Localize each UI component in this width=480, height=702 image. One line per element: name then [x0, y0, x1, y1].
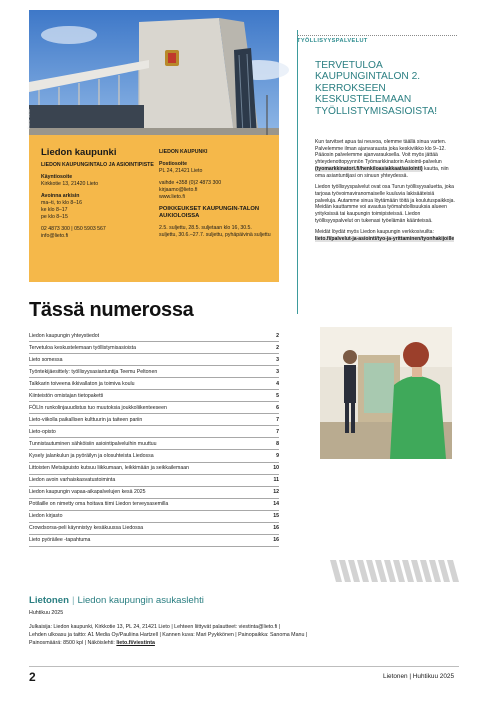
contact-line: LIEDON KAUPUNGINTALO JA ASIOINTIPISTE	[41, 162, 154, 168]
contact-line: www.lieto.fi	[159, 194, 185, 200]
toc-item-page: 3	[276, 356, 279, 363]
contact-line: Avoinna arkisin	[41, 193, 80, 199]
toc-item[interactable]	[29, 438, 279, 450]
toc-item-title: Lieto pyöräilee -tapahtuma	[29, 537, 91, 544]
toc-item-page: 2	[276, 344, 279, 351]
contact-line: info@lieto.fi	[41, 233, 69, 239]
magazine-name: Lietonen	[29, 595, 69, 606]
article-paragraph-2: Liedon työllisyyspalvelut ovat osa Turun työllisyysaluetta, joka tarjoaa työvoimaviranomaiselle kuuluvia lakisääteisiä palveluja. Autamme sinua löytämään töitä ja koulutuspaikkoja. Meidän kauttamme voi avautua työmahdollisuuksia alueen yrityksissä tai kaupungin toimipisteissä. Liedon työllisyyspalvelut on tukenasi työelämän käänteissä.	[315, 184, 455, 224]
toc-item[interactable]	[29, 378, 279, 390]
toc-item-page: 8	[276, 440, 279, 447]
masthead-title	[29, 595, 459, 606]
article-body	[315, 139, 455, 248]
toc-item-title: Liedon kaupungin vapaa-aikapalvelujen kesä 2025	[29, 489, 146, 496]
toc-item[interactable]	[29, 342, 279, 354]
colophon-line-2: Lehden ulkoasu ja taitto: A1 Media Oy/Pauliina Hartzell | Kannen kuva: Mari Pyykkönen | Painopaikka: Sanoma Manu |	[29, 632, 308, 638]
decorative-zigzag	[330, 560, 455, 582]
article-side-rule	[297, 30, 298, 314]
toc-item[interactable]	[29, 354, 279, 366]
masthead	[29, 595, 459, 647]
toc-title: Tässä numerossa	[29, 299, 194, 321]
toc-item-title: Lieto somessa	[29, 356, 63, 363]
article-headline: TERVETULOA KAUPUNGINTALON 2. KERROKSEEN KESKUSTELEMAAN TYÖLLISTYMISASIOISTA!	[315, 60, 438, 117]
toc-item-page: 2	[276, 332, 279, 339]
contact-info-left	[41, 147, 157, 240]
contact-lines-left	[41, 162, 157, 240]
table-of-contents	[29, 330, 279, 547]
contact-line: Käyntiosoite	[41, 174, 73, 180]
contact-line: 02 4873 300 | 050 5903 567	[41, 226, 106, 232]
contact-info-box	[29, 135, 279, 282]
colophon-line-3	[29, 639, 459, 647]
contact-line: LIEDON KAUPUNKI	[159, 149, 208, 155]
toc-item-page: 9	[276, 452, 279, 459]
toc-item-page: 12	[273, 489, 279, 496]
contact-line: 2.5. suljettu, 28.5. suljetaan klo 16, 30.5. suljettu, 30.6.–27.7. suljettu, pyhäpäivinä suljettu	[159, 225, 271, 238]
toc-item-title: Kysely jalankulun ja pyöräilyn ja olosuhteista Liedossa	[29, 452, 154, 459]
footer-title: Lietonen | Huhtikuu 2025	[383, 673, 454, 680]
viestinta-link[interactable]: lieto.fi/viestinta	[116, 640, 155, 646]
toc-item-title: Liedon kaupungin yhteystiedot	[29, 332, 100, 339]
contact-line: Postiosoite	[159, 161, 187, 167]
toc-item[interactable]	[29, 535, 279, 547]
colophon-text: Painosmäärä: 8500 kpl | Näköislehti:	[29, 640, 117, 646]
contact-line: PL 24, 21421 Lieto	[159, 168, 203, 174]
contact-line: POIKKEUKSET KAUPUNGIN-TALON AUKIOLOISSA	[159, 206, 260, 219]
article-text: Meidät löydät myös Liedon kaupungin verkkosivuilta:	[315, 229, 434, 236]
toc-item[interactable]	[29, 487, 279, 499]
toc-item-title: Liedon kirjasto	[29, 513, 63, 520]
article-text: Kun tarvitset apua tai neuvoa, olemme täällä sinua varten. Palvelemme ilman ajanvarausta joka keskiviikko klo 9–12. Pääosin palvelemme ajanvarauksella. Voit myös jättää yhteydenottopyynnön Työmarkkinatorin Asiointi-palvelun	[315, 139, 447, 166]
article-text: kautta, niin oma asiantuntijasi on sinuun yhteydessä.	[315, 165, 449, 179]
toc-item[interactable]	[29, 463, 279, 475]
article-paragraph-3	[315, 229, 455, 242]
contact-line: pe klo 8–15	[41, 214, 68, 220]
contact-line: Kirkkotie 13, 21420 Lieto	[41, 181, 99, 187]
toc-item-page: 16	[273, 525, 279, 532]
toc-item-title: Kiinteistön omistajan tietopaketti	[29, 392, 104, 399]
toc-item[interactable]	[29, 402, 279, 414]
footer-rule	[29, 666, 459, 667]
toc-item-title: Littoisten Metsäpuisto kutsuu liikkumaan, leikkimään ja seikkailemaan	[29, 465, 190, 472]
toc-item-title: Työntekijäesittely: työllisyysasiantuntija Teemu Peltonen	[29, 368, 158, 375]
toc-item[interactable]	[29, 523, 279, 535]
title-separator: |	[71, 595, 75, 606]
contact-lines-right	[159, 149, 271, 239]
contact-line: kirjaamo@lieto.fi	[159, 187, 198, 193]
toc-item-title: Potilaille on nimetty oma hoitava tiimi Liedon terveysasemilla	[29, 501, 169, 508]
web-page-link[interactable]: lieto.fi/palvelut-ja-asiointi/tyo-ja-yrittaminen/tyonhakijoille	[315, 236, 455, 243]
toc-item[interactable]	[29, 330, 279, 342]
toc-item-title: Talkkarin toiveena ikkivallaton ja toimiva koulu	[29, 380, 135, 387]
asiointi-link[interactable]: (tyomarkkinatori.fi/henkiloasiakkaat/asiointi)	[315, 165, 423, 172]
magazine-subtitle: Liedon kaupungin asukaslehti	[77, 595, 204, 606]
contact-line: vaihde +358 (0)2 4873 300	[159, 180, 222, 186]
contact-line: ke klo 8–17	[41, 207, 68, 213]
section-label: TYÖLLISYYSPALVELUT	[297, 35, 457, 44]
toc-item-title: Lieto-opisto	[29, 428, 56, 435]
toc-item[interactable]	[29, 511, 279, 523]
toc-item-page: 3	[276, 368, 279, 375]
toc-item[interactable]	[29, 426, 279, 438]
toc-item-page: 7	[276, 428, 279, 435]
toc-item-title: Tervetuloa keskustelemaan työllistymisasioista	[29, 344, 136, 351]
toc-item[interactable]	[29, 450, 279, 462]
toc-item-page: 4	[276, 380, 279, 387]
issue-date: Huhtikuu 2025	[29, 610, 64, 616]
article-paragraph-1	[315, 139, 455, 179]
toc-item[interactable]	[29, 414, 279, 426]
toc-item-title: Lieto-viikolla paikallisen kulttuurin ja taiteen pariin	[29, 416, 143, 423]
cover-photo-town-hall	[26, 10, 279, 135]
toc-item-title: Liedon avoin varhaiskasvatustoiminta	[29, 477, 116, 484]
colophon	[29, 623, 459, 647]
toc-item-title: Tunnistautuminen sähköisiin asiointipalveluihin muuttuu	[29, 440, 157, 447]
toc-item-title: FÖLIn runkolinjauudistus tuo muutoksia joukkoliikenteeseen	[29, 404, 167, 411]
toc-item-page: 6	[276, 404, 279, 411]
toc-item-page: 7	[276, 416, 279, 423]
toc-item[interactable]	[29, 390, 279, 402]
toc-item[interactable]	[29, 499, 279, 511]
toc-item-page: 5	[276, 392, 279, 399]
toc-item-page: 15	[273, 513, 279, 520]
org-title: Liedon kaupunki	[41, 147, 117, 158]
article-photo-service-desk	[320, 327, 452, 459]
toc-item-page: 11	[273, 477, 279, 484]
toc-item[interactable]	[29, 366, 279, 378]
toc-item-page: 14	[273, 501, 279, 508]
contact-line: ma–ti, to klo 8–16	[41, 200, 82, 206]
photo-credit: Kuva: Lieto	[26, 108, 31, 129]
page-number: 2	[29, 670, 36, 684]
colophon-line-1: Julkaisija: Liedon kaupunki, Kirkkotie 13, PL 24, 21421 Lieto | Lehteen liittyvät palautteet: viestinta@lieto.fi |	[29, 624, 281, 630]
toc-item[interactable]	[29, 475, 279, 487]
toc-item-page: 16	[273, 537, 279, 544]
toc-item-page: 10	[273, 465, 279, 472]
toc-item-title: Crowdsorsa-peli käynnistyy kesäkuussa Liedossa	[29, 525, 144, 532]
